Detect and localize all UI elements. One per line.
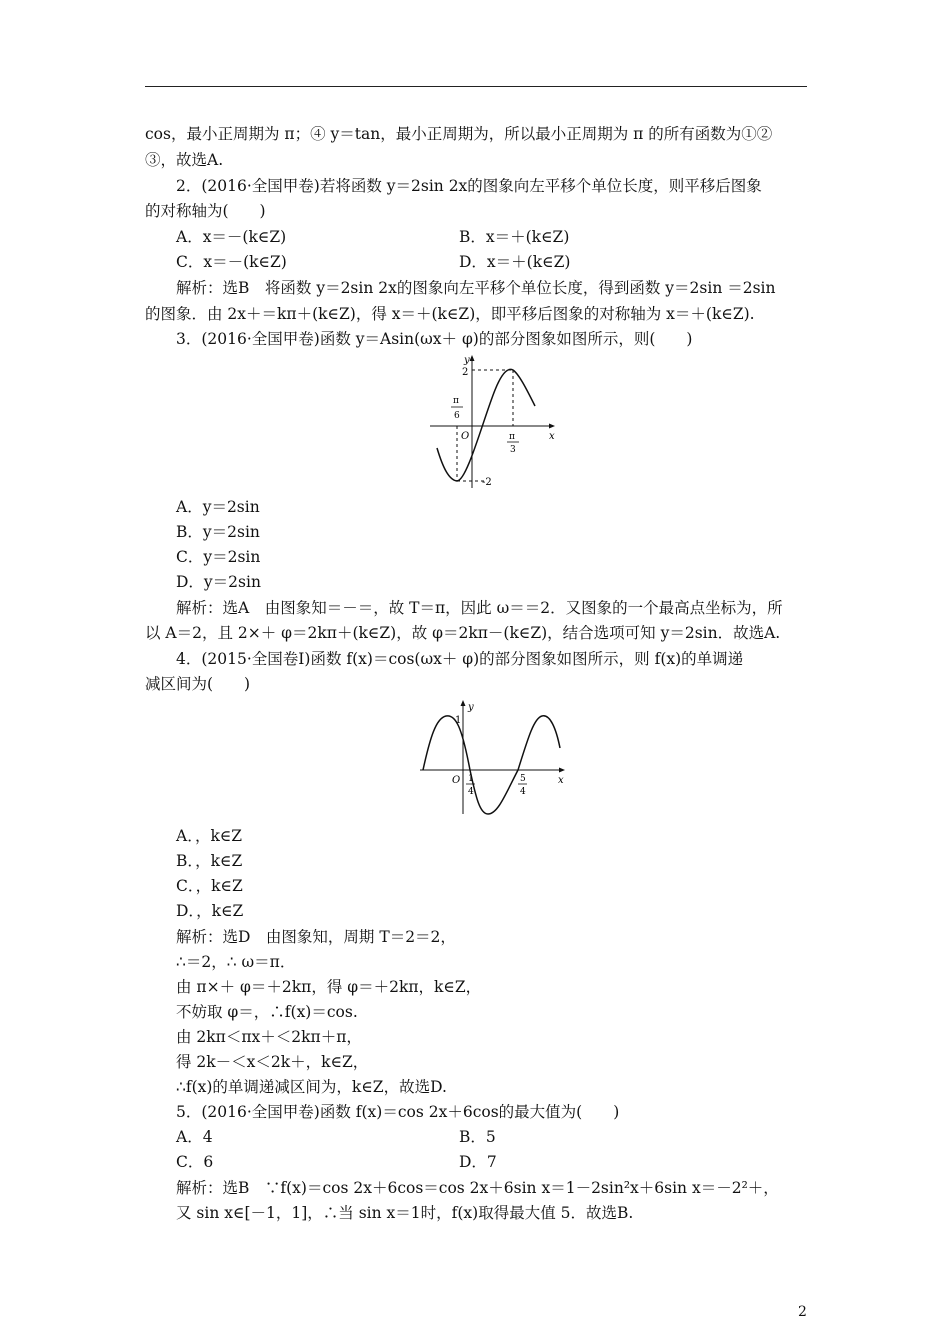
origin-label: O [461, 431, 470, 442]
question-5-stem: 5．(2016·全国甲卷)函数 f(x)＝cos 2x＋6cos的最大值为( ) [176, 1103, 620, 1121]
origin-label: O [452, 775, 461, 786]
solution-line: 得 2k－＜x＜2k＋，k∈Z， [176, 1053, 369, 1071]
option-b: B．x＝＋(k∈Z) [459, 228, 570, 246]
option-d: D．7 [459, 1153, 497, 1171]
option-d: D．，k∈Z [176, 902, 244, 920]
solution-line: 由 2kπ＜πx＋＜2kπ＋π， [176, 1028, 362, 1046]
option-d: D．x＝＋(k∈Z) [459, 253, 571, 271]
option-b: B．y＝2sin [176, 523, 260, 541]
y-axis-label: y [464, 355, 470, 366]
solution-line: 解析：选B 将函数 y＝2sin 2x的图象向左平移个单位长度，得到函数 y＝2sin ＝2sin [176, 279, 776, 297]
solution-line: 的图象．由 2x＋＝kπ＋(k∈Z)，得 x＝＋(k∈Z)，即平移后图象的对称轴为 x＝＋(k∈Z). [145, 305, 755, 323]
option-a: A．，k∈Z [176, 827, 243, 845]
right-tick-numerator: π [509, 432, 515, 442]
solution-line: 不妨取 φ＝，∴f(x)＝cos. [176, 1003, 358, 1021]
option-d: D．y＝2sin [176, 573, 261, 591]
tick-b-numerator: 5 [520, 774, 526, 784]
option-c: C．y＝2sin [176, 548, 261, 566]
question-2-stem: 2．(2016·全国甲卷)若将函数 y＝2sin 2x的图象向左平移个单位长度，则平移后图象 [176, 177, 762, 195]
figure-sine-graph [425, 350, 560, 492]
left-tick-denominator: 6 [454, 411, 460, 421]
y-min-label: -2 [482, 477, 492, 488]
option-c: C．，k∈Z [176, 877, 243, 895]
tick-a-denominator: 4 [468, 787, 474, 797]
tick-b-denominator: 4 [520, 787, 526, 797]
solution-line: 解析：选D 由图象知，周期 T＝2＝2， [176, 928, 456, 946]
y-axis-label: y [468, 702, 474, 713]
solution-line: 以 A＝2，且 2×＋ φ＝2kπ＋(k∈Z)，故 φ＝2kπ－(k∈Z)，结合选项可知 y＝2sin．故选A. [145, 624, 781, 642]
question-3-stem: 3．(2016·全国甲卷)函数 y＝Asin(ωx＋ φ)的部分图象如图所示，则( ) [176, 330, 693, 348]
solution-line: ∴＝2，∴ ω＝π． [176, 953, 296, 971]
right-tick-denominator: 3 [510, 445, 516, 455]
option-c: C．x＝－(k∈Z) [176, 253, 287, 271]
text-line: 减区间为( ) [145, 675, 251, 693]
text-line: cos，最小正周期为 π；④ y＝tan，最小正周期为，所以最小正周期为 π 的所有函数为①② [145, 125, 773, 143]
option-b: B．，k∈Z [176, 852, 243, 870]
option-a: A．4 [176, 1128, 213, 1146]
left-tick-numerator: π [453, 396, 459, 406]
solution-line: 由 π×＋ φ＝＋2kπ，得 φ＝＋2kπ，k∈Z， [176, 978, 482, 996]
solution-line: 又 sin x∈[－1，1]，∴当 sin x＝1时，f(x)取得最大值 5．故选B. [176, 1204, 634, 1222]
text-line: ③，故选A. [145, 151, 224, 169]
header-rule [145, 86, 807, 87]
option-b: B．5 [459, 1128, 496, 1146]
option-c: C．6 [176, 1153, 214, 1171]
question-4-stem: 4．(2015·全国卷Ⅰ)函数 f(x)＝cos(ωx＋ φ)的部分图象如图所示，则 f(x)的单调递 [176, 650, 744, 668]
page-number: 2 [798, 1304, 807, 1320]
solution-line: 解析：选B ∵f(x)＝cos 2x＋6cos＝cos 2x＋6sin x＝1－2sin²x＋6sin x＝－2²＋， [176, 1179, 779, 1197]
text-line: 的对称轴为( ) [145, 202, 266, 220]
y-max-label: 2 [462, 367, 469, 378]
figure-cosine-graph [418, 698, 568, 818]
option-a: A．y＝2sin [176, 498, 260, 516]
solution-line: 解析：选A 由图象知＝－＝，故 T＝π，因此 ω＝＝2．又图象的一个最高点坐标为，所 [176, 599, 783, 617]
tick-a-numerator: 1 [468, 774, 474, 784]
x-axis-label: x [549, 431, 555, 442]
option-a: A．x＝－(k∈Z) [176, 228, 287, 246]
x-axis-label: x [558, 775, 564, 786]
solution-line: ∴f(x)的单调递减区间为，k∈Z，故选D. [176, 1078, 447, 1096]
y-max-label: 1 [455, 715, 462, 726]
